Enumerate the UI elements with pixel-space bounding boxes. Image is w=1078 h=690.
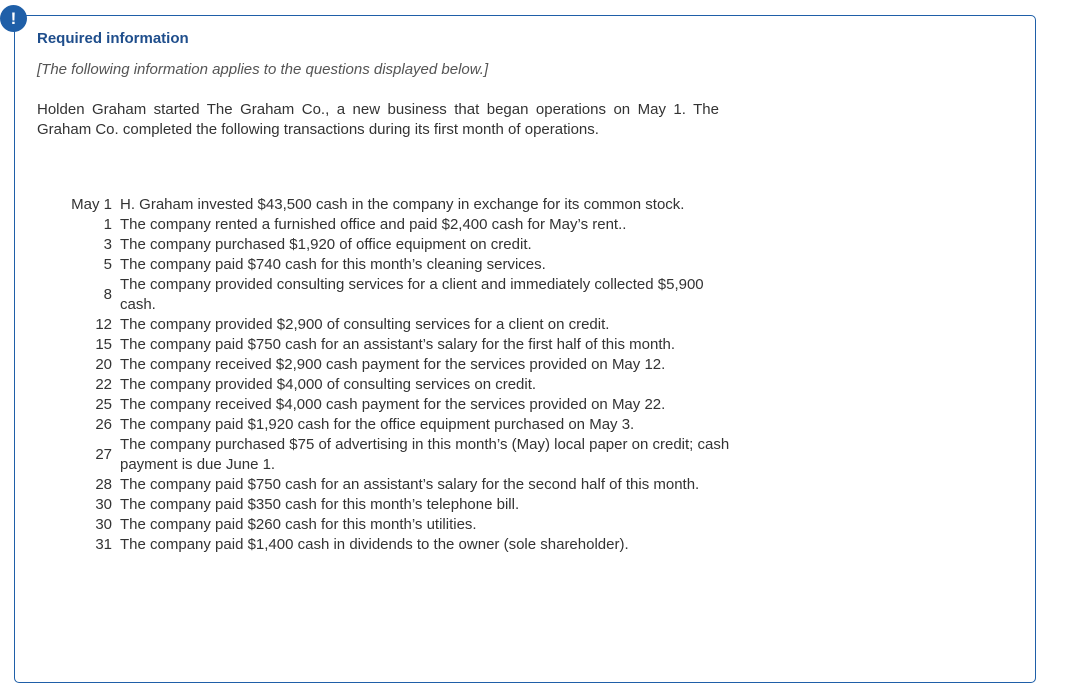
intro-paragraph: Holden Graham started The Graham Co., a new business that began operations on May 1. The Graham Co. completed the following transactions during its first month of operations. xyxy=(37,101,719,138)
transaction-description: The company paid $750 cash for an assistant’s salary for the first half of this month. xyxy=(120,336,676,353)
transaction-row xyxy=(52,515,735,535)
transaction-row xyxy=(52,315,735,335)
transaction-date: 1 xyxy=(103,216,112,233)
transaction-description: The company purchased $1,920 of office equipment on credit. xyxy=(120,236,532,253)
transaction-description: The company paid $740 cash for this month’s cleaning services. xyxy=(120,256,546,273)
transaction-date: 8 xyxy=(103,286,112,303)
transaction-date: 22 xyxy=(95,376,112,393)
transaction-description: The company provided $2,900 of consulting services for a client on credit. xyxy=(120,316,610,333)
transaction-date: 31 xyxy=(95,536,112,553)
transaction-row xyxy=(52,495,735,515)
transaction-date: 3 xyxy=(103,236,112,253)
transaction-date: 26 xyxy=(95,416,112,433)
transaction-date: 12 xyxy=(95,316,112,333)
transaction-row xyxy=(52,435,735,475)
transaction-description: The company provided consulting services for a client and immediately collected $5,900 cash. xyxy=(120,276,704,313)
transaction-description: The company paid $750 cash for an assistant’s salary for the second half of this month. xyxy=(120,476,700,493)
transaction-date: May 1 xyxy=(71,196,112,213)
transaction-description: H. Graham invested $43,500 cash in the company in exchange for its common stock. xyxy=(120,196,685,213)
info-note: [The following information applies to the questions displayed below.] xyxy=(37,61,489,78)
transaction-row xyxy=(52,535,735,555)
transaction-row xyxy=(52,215,735,235)
transaction-description: The company received $2,900 cash payment for the services provided on May 12. xyxy=(120,356,666,373)
transaction-date: 15 xyxy=(95,336,112,353)
transaction-row xyxy=(52,195,735,215)
transaction-date: 30 xyxy=(95,496,112,513)
transaction-row xyxy=(52,335,735,355)
transaction-date: 25 xyxy=(95,396,112,413)
transaction-row xyxy=(52,255,735,275)
transaction-row xyxy=(52,415,735,435)
transaction-row xyxy=(52,275,735,315)
transaction-description: The company rented a furnished office and paid $2,400 cash for May’s rent.. xyxy=(120,216,627,233)
transaction-description: The company paid $1,920 cash for the office equipment purchased on May 3. xyxy=(120,416,635,433)
transaction-description: The company paid $260 cash for this month’s utilities. xyxy=(120,516,477,533)
transaction-description: The company provided $4,000 of consulting services on credit. xyxy=(120,376,537,393)
transaction-description: The company received $4,000 cash payment for the services provided on May 22. xyxy=(120,396,666,413)
transaction-description: The company paid $1,400 cash in dividends to the owner (sole shareholder). xyxy=(120,536,629,553)
transaction-row xyxy=(52,235,735,255)
transaction-row xyxy=(52,475,735,495)
alert-icon: ! xyxy=(0,5,27,32)
transactions-table xyxy=(52,195,735,555)
transaction-row xyxy=(52,355,735,375)
transaction-row xyxy=(52,395,735,415)
transaction-date: 30 xyxy=(95,516,112,533)
transaction-date: 27 xyxy=(95,446,112,463)
panel-heading: Required information xyxy=(37,30,189,47)
transaction-row xyxy=(52,375,735,395)
transaction-date: 28 xyxy=(95,476,112,493)
transaction-date: 20 xyxy=(95,356,112,373)
transaction-description: The company purchased $75 of advertising in this month’s (May) local paper on credit; cash payment is due June 1. xyxy=(120,436,730,473)
transaction-date: 5 xyxy=(103,256,112,273)
transaction-description: The company paid $350 cash for this month’s telephone bill. xyxy=(120,496,520,513)
